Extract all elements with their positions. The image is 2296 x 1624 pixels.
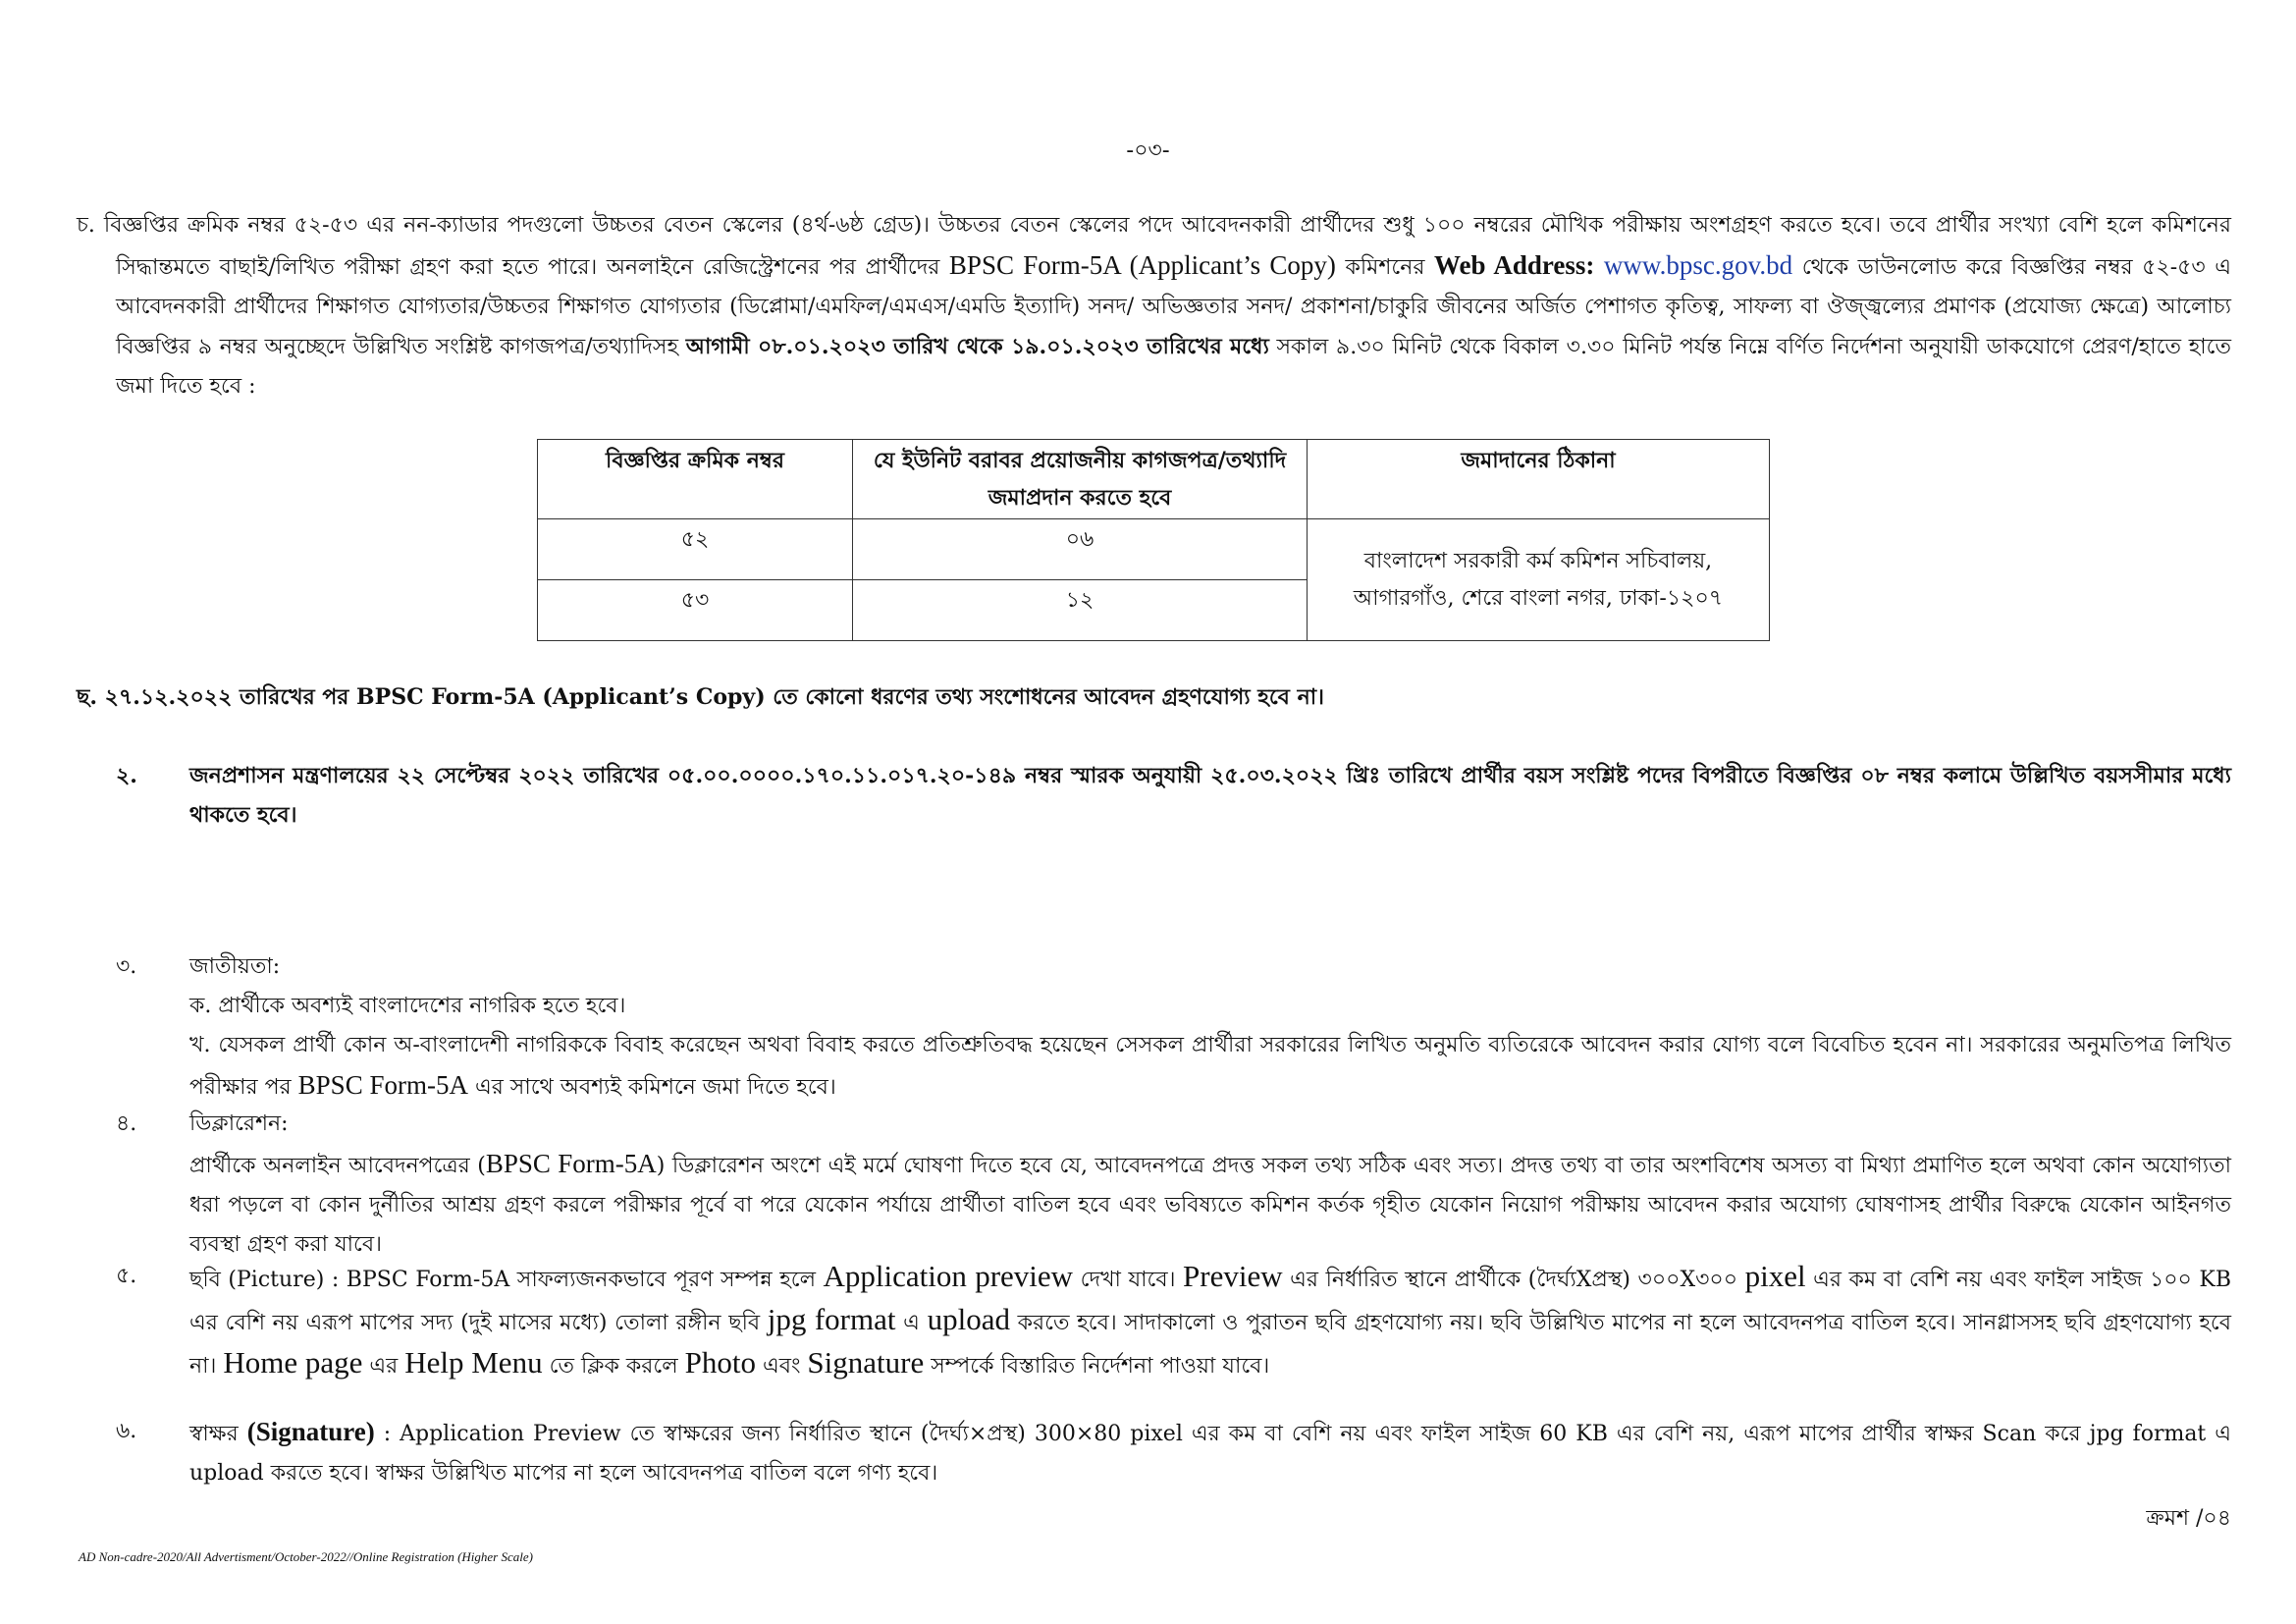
section-chha: ছ. ২৭.১২.২০২২ তারিখের পর BPSC Form-5A (Applicant’s Copy) তে কোনো ধরণের তথ্য সংশোধনের আবেদন গ্রহণযোগ্য হবে না। [77, 684, 1324, 710]
table-header-unit: যে ইউনিট বরাবর প্রয়োজনীয় কাগজপত্র/তথ্যাদি জমাপ্রদান করতে হবে [853, 440, 1308, 519]
table-cell-unit: ১২ [853, 580, 1308, 641]
table-cell-unit: ০৬ [853, 519, 1308, 580]
table-row [538, 519, 1770, 580]
page-number: -০৩- [1126, 138, 1170, 163]
submission-table [537, 439, 1770, 641]
section-4-declaration: ৪. ডিক্লারেশন: প্রার্থীকে অনলাইন আবেদনপত্রের (BPSC Form-5A) ডিক্লারেশন অংশে এই মর্মে ঘোষণা দিতে হবে যে, আবেদনপত্রে প্রদত্ত সকল তথ্য সঠিক এবং সত্য। প্রদত্ত তথ্য বা তার অংশবিশেষ অসত্য বা মিথ্যা প্রমাণিত হলে অথবা কোন অযোগ্যতা ধরা পড়লে বা কোন দুর্নীতির আশ্রয় গ্রহণ করলে পরীক্ষার পূর্বে বা পরে যেকোন পর্যায়ে প্রার্থীতা বাতিল হবে এবং ভবিষ্যতে কমিশন কর্তক গৃহীত যেকোন নিয়োগ পরীক্ষায় আবেদন করার অযোগ্য ঘোষণাসহ প্রার্থীর বিরুদ্ধে যেকোন আইনগত ব্যবস্থা গ্রহণ করা যাবে। [116, 1111, 2231, 1257]
section-6-signature: ৬. স্বাক্ষর (Signature) : Application Preview তে স্বাক্ষরের জন্য নির্ধারিত স্থানে (দৈর্ঘ্য×প্রস্থ) 300×80 pixel এর কম বা বেশি নয় এবং ফাইল সাইজ 60 KB এর বেশি নয়, এরূপ মাপের প্রার্থীর স্বাক্ষর Scan করে jpg format এ upload করতে হবে। স্বাক্ষর উল্লিখিত মাপের না হলে আবেদনপত্র বাতিল বলে গণ্য হবে। [116, 1417, 2232, 1486]
section-3-nationality: ৩. জাতীয়তা: ক. প্রার্থীকে অবশ্যই বাংলাদেশের নাগরিক হতে হবে। খ. যেসকল প্রার্থী কোন অ-বাংলাদেশী নাগরিককে বিবাহ করেছেন অথবা বিবাহ করতে প্রতিশ্রুতিবদ্ধ হয়েছেন সেসকল প্রার্থীরা সরকারের লিখিত অনুমতি ব্যতিরেকে আবেদন করার যোগ্য বলে বিবেচিত হবেন না। সরকারের অনুমতিপত্র লিখিত পরীক্ষার পর BPSC Form-5A এর সাথে অবশ্যই কমিশনে জমা দিতে হবে। [116, 954, 2231, 1100]
section-2: ২. জনপ্রশাসন মন্ত্রণালয়ের ২২ সেপ্টেম্বর ২০২২ তারিখের ০৫.০০.০০০০.১৭০.১১.০১৭.২০-১৪৯ নম্বর স্মারক অনুযায়ী ২৫.০৩.২০২২ খ্রিঃ তারিখে প্রার্থীর বয়স সংশ্লিষ্ট পদের বিপরীতে বিজ্ঞপ্তির ০৮ নম্বর কলামে উল্লিখিত বয়সসীমার মধ্যে থাকতে হবে। [116, 763, 2231, 828]
table-header-serial: বিজ্ঞপ্তির ক্রমিক নম্বর [538, 440, 853, 519]
table-header-row [538, 440, 1770, 519]
section-cha: চ. বিজ্ঞপ্তির ক্রমিক নম্বর ৫২-৫৩ এর নন-ক্যাডার পদগুলো উচ্চতর বেতন স্কেলের (৪র্থ-৬ষ্ঠ গ্রেড)। উচ্চতর বেতন স্কেলের পদে আবেদনকারী প্রার্থীদের শুধু ১০০ নম্বরের মৌখিক পরীক্ষায় অংশগ্রহণ করতে হবে। তবে প্রার্থীর সংখ্যা বেশি হলে কমিশনের সিদ্ধান্তমতে বাছাই/লিখিত পরীক্ষা গ্রহণ করা হতে পারে। অনলাইনে রেজিস্ট্রেশনের পর প্রার্থীদের BPSC Form-5A (Applicant’s Copy) কমিশনের Web Address: www.bpsc.gov.bd থেকে ডাউনলোড করে বিজ্ঞপ্তির নম্বর ৫২-৫৩ এ আবেদনকারী প্রার্থীদের শিক্ষাগত যোগ্যতার/উচ্চতর শিক্ষাগত যোগ্যতার (ডিপ্লোমা/এমফিল/এমএস/এমডি ইত্যাদি) সনদ/ অভিজ্ঞতার সনদ/ প্রকাশনা/চাকুরি জীবনের অর্জিত পেশাগত কৃতিত্ব, সাফল্য বা ঔজ্জ্বল্যের প্রমাণক (প্রযোজ্য ক্ষেত্রে) আলোচ্য বিজ্ঞপ্তির ৯ নম্বর অনুচ্ছেদে উল্লিখিত সংশ্লিষ্ট কাগজপত্র/তথ্যাদিসহ আগামী ০৮.০১.২০২৩ তারিখ থেকে ১৯.০১.২০২৩ তারিখের মধ্যে সকাল ৯.৩০ মিনিট থেকে বিকাল ৩.৩০ মিনিট পর্যন্ত নিম্নে বর্ণিত নির্দেশনা অনুযায়ী ডাকযোগে প্রেরণ/হাতে হাতে জমা দিতে হবে : [77, 213, 2232, 399]
footer-reference: AD Non-cadre-2020/All Advertisment/October-2022//Online Registration (Higher Scale) [79, 1549, 533, 1564]
section-5-picture: ৫. ছবি (Picture) : BPSC Form-5A সাফল্যজনকভাবে পূরণ সম্পন্ন হলে Application preview দেখা যাবে। Preview এর নির্ধারিত স্থানে প্রার্থীকে (দৈর্ঘ্যXপ্রস্থ) ৩০০X৩০০ pixel এর কম বা বেশি নয় এবং ফাইল সাইজ ১০০ KB এর বেশি নয় এরূপ মাপের সদ্য (দুই মাসের মধ্যে) তোলা রঙ্গীন ছবি jpg format এ upload করতে হবে। সাদাকালো ও পুরাতন ছবি গ্রহণযোগ্য নয়। ছবি উল্লিখিত মাপের না হলে আবেদনপত্র বাতিল হবে। সানগ্লাসসহ ছবি গ্রহণযোগ্য হবে না। Home page এর Help Menu তে ক্লিক করলে Photo এবং Signature সম্পর্কে বিস্তারিত নির্দেশনা পাওয়া যাবে। [116, 1259, 2232, 1380]
table-cell-address: বাংলাদেশ সরকারী কর্ম কমিশন সচিবালয়, আগারগাঁও, শেরে বাংলা নগর, ঢাকা-১২০৭ [1308, 519, 1770, 641]
table-cell-serial: ৫৩ [538, 580, 853, 641]
continued-marker: ক্রমশ /০৪ [2146, 1506, 2231, 1531]
table-cell-serial: ৫২ [538, 519, 853, 580]
table-header-address: জমাদানের ঠিকানা [1308, 440, 1770, 519]
bpsc-website-link[interactable]: www.bpsc.gov.bd [1603, 250, 1793, 280]
document-body [77, 206, 2232, 1486]
